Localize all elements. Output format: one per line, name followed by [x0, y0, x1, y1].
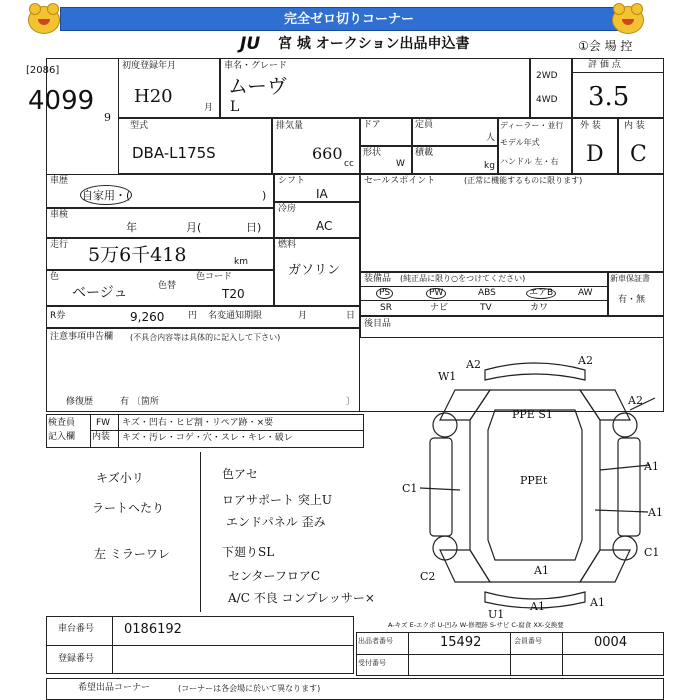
mascot-left-icon — [28, 6, 60, 34]
equip-pw: PW — [426, 288, 446, 299]
notes-note: (不具合内容等は具体的に記入して下さい) — [130, 333, 281, 342]
equip-leather: カワ — [530, 303, 549, 313]
copy-label: ①会 場 控 — [578, 39, 633, 53]
r-ticket-month: 月 — [298, 311, 308, 321]
mark-ppe-roof: PPEt — [520, 474, 548, 487]
color-repaint-label: 色替 — [158, 281, 177, 291]
shift-label: シフト — [278, 176, 306, 186]
equip-navi: ナビ — [430, 303, 449, 313]
registration-label: 登録番号 — [58, 654, 95, 664]
dealer-label: ディーラー・並行 — [500, 121, 564, 130]
inspection-cell — [46, 208, 274, 238]
capacity-unit: 人 — [486, 133, 496, 143]
lot-number: 4099 — [28, 86, 95, 116]
color-code-value: T20 — [222, 287, 245, 301]
equip-abs: ABS — [478, 288, 496, 298]
exhibitor-number-value: 15492 — [440, 635, 482, 650]
inspector-row-2: キズ・汚レ・コゲ・穴・スレ・キレ・破レ — [122, 433, 293, 443]
rear-cell — [360, 316, 664, 338]
model-label: 型式 — [130, 121, 149, 131]
shape-value: W — [396, 159, 405, 169]
hw-right-6: A/C 不良 コンプレッサー× — [228, 591, 375, 605]
equipment-note: (純正品に限り○をつけてください) — [400, 274, 526, 283]
interior-grade: C — [630, 142, 647, 167]
hw-left-2: ラートヘたり — [92, 501, 165, 515]
mileage-value: 5万6千418 — [88, 244, 187, 266]
inspector-tag-fw: FW — [96, 418, 111, 428]
mark-w1: W1 — [438, 370, 457, 383]
form-title: 宮 城 オークション出品申込書 — [278, 36, 470, 52]
first-reg-value: H20 — [134, 86, 173, 107]
repair-label: 修復歴 — [66, 397, 94, 407]
displacement-unit: cc — [344, 159, 354, 169]
interior-label: 内 装 — [624, 121, 645, 131]
exterior-label: 外 装 — [580, 121, 601, 131]
displacement-label: 排気量 — [276, 121, 304, 131]
hw-left-1: キズ小リ — [96, 471, 144, 485]
mark-u1: U1 — [488, 608, 505, 621]
equip-ps: PS — [376, 288, 393, 299]
mark-a2-front-right: A2 — [578, 354, 593, 367]
aircon-value: AC — [316, 219, 333, 233]
chassis-label: 車台番号 — [58, 624, 95, 634]
history-label: 車歴 — [50, 176, 69, 186]
load-label: 積載 — [415, 148, 434, 158]
mileage-unit: km — [234, 257, 248, 267]
equipment-label: 装備品 — [364, 274, 392, 284]
mark-a2-side: A2 — [628, 394, 643, 407]
r-ticket-unit: 円 — [188, 311, 198, 321]
hope-corner-note: (コーナーは各会場に於いて異なります) — [178, 684, 321, 693]
equip-sr: SR — [380, 303, 392, 313]
exhibitor-number-label: 出品者番号 — [358, 637, 393, 645]
mascot-right-icon — [612, 6, 644, 34]
car-name-label: 車名・グレード — [224, 61, 288, 71]
car-grade-value: L — [230, 99, 240, 115]
mark-c2: C2 — [420, 570, 436, 583]
capacity-label: 定員 — [415, 120, 434, 130]
hw-left-3: 左 ミラーワレ — [94, 547, 170, 561]
shape-label: 形状 — [363, 148, 382, 158]
inspection-month: 月( — [186, 221, 202, 234]
r-ticket-label: R券 — [50, 311, 66, 321]
sales-point-note: (正常に機能するものに限ります) — [464, 176, 583, 185]
drive-4wd: 4WD — [536, 95, 558, 105]
displacement-value: 660 — [312, 144, 343, 163]
fuel-value: ガソリン — [288, 263, 341, 278]
hope-corner-label: 希望出品コーナー — [78, 683, 151, 693]
mark-c1-right: C1 — [644, 546, 660, 559]
model-value: DBA-L175S — [132, 144, 216, 162]
inspector-row-1: キズ・凹右・ヒビ割・リペア跡・×要 — [122, 418, 274, 428]
hw-right-4: 下廻りSL — [222, 545, 275, 559]
rear-label: 後目品 — [364, 319, 392, 329]
hw-right-3: エンドパネル 歪み — [226, 515, 326, 529]
sales-point-label: セールスポイント — [364, 176, 436, 186]
equip-aw: AW — [578, 288, 593, 298]
r-ticket-day: 日 — [346, 311, 356, 321]
score-label: 評 価 点 — [588, 60, 621, 70]
inspector-label-1: 検査員 — [48, 418, 76, 428]
hw-right-5: センターフロアC — [228, 569, 321, 583]
mark-a2-front-left: A2 — [466, 358, 481, 371]
equip-airbag: エアB — [526, 288, 556, 299]
car-name-value: ムーヴ — [228, 74, 287, 98]
r-ticket-value: 9,260 — [130, 310, 165, 324]
inspection-year: 年 — [126, 221, 137, 234]
color-code-label: 色コード — [196, 272, 233, 282]
history-cell — [46, 174, 274, 208]
first-reg-month: 月 — [204, 103, 214, 113]
history-value: 自家用・( — [82, 189, 131, 202]
member-number-label: 会員番号 — [514, 637, 542, 645]
inspection-label: 車検 — [50, 210, 69, 220]
mark-ppe-s1: PPE S1 — [512, 408, 553, 421]
r-ticket-notice: 名変通知期限 — [208, 311, 263, 321]
color-label: 色 — [50, 272, 60, 282]
r-ticket-cell — [46, 306, 360, 328]
chassis-value: 0186192 — [124, 622, 182, 637]
lot-code: [2086] — [26, 65, 60, 76]
door-label: ドア — [363, 120, 381, 130]
model-year-label: モデル年式 — [500, 138, 540, 147]
handle-label: ハンドル 左・右 — [500, 157, 559, 166]
car-damage-diagram — [400, 350, 670, 622]
mark-a1-side: A1 — [648, 506, 663, 519]
mark-a1-rear: A1 — [534, 564, 549, 577]
hw-right-2: ロアサポート 突上U — [222, 493, 332, 507]
repair-value: 有 〔箇所 — [120, 397, 159, 407]
sales-point-cell — [360, 174, 664, 272]
equip-tv: TV — [480, 303, 492, 313]
warranty-label: 新車保証書 — [610, 274, 650, 283]
lot-suffix: 9 — [104, 111, 111, 124]
inspector-tag-interior: 内装 — [92, 432, 111, 442]
drive-2wd: 2WD — [536, 71, 558, 81]
hw-right-1: 色アセ — [222, 467, 258, 481]
repair-bracket: 〕 — [346, 397, 356, 407]
diagram-legend: A-キズ E-エクボ U-凹み W-修理跡 S-サビ C-腐食 XX-交換要 — [388, 621, 564, 629]
fuel-label: 燃料 — [278, 240, 297, 250]
reception-label: 受付番号 — [358, 659, 386, 667]
mark-c1-left: C1 — [402, 482, 418, 495]
logo-ju: JU — [240, 34, 261, 54]
aircon-label: 冷房 — [278, 204, 297, 214]
inspector-label-2: 記入欄 — [48, 432, 76, 442]
shift-value: IA — [316, 187, 328, 201]
load-unit: kg — [484, 161, 495, 171]
corner-banner: 完全ゼロ切りコーナー — [60, 7, 638, 31]
member-number-value: 0004 — [594, 635, 628, 650]
mark-a1-bumper: A1 — [530, 600, 545, 613]
drive-cell — [530, 58, 572, 118]
warranty-value: 有・無 — [618, 295, 646, 305]
mark-a1-bottom: A1 — [590, 596, 605, 609]
color-value: ベージュ — [72, 285, 128, 301]
history-circle — [80, 185, 132, 205]
mileage-label: 走行 — [50, 240, 69, 250]
first-reg-label: 初度登録年月 — [122, 61, 177, 71]
notes-label: 注意事項申告欄 — [50, 332, 114, 342]
history-paren: ) — [262, 189, 267, 202]
exterior-grade: D — [586, 142, 604, 167]
mark-a1-right: A1 — [644, 460, 659, 473]
inspection-day: 日) — [246, 221, 262, 234]
score-value: 3.5 — [588, 82, 630, 112]
